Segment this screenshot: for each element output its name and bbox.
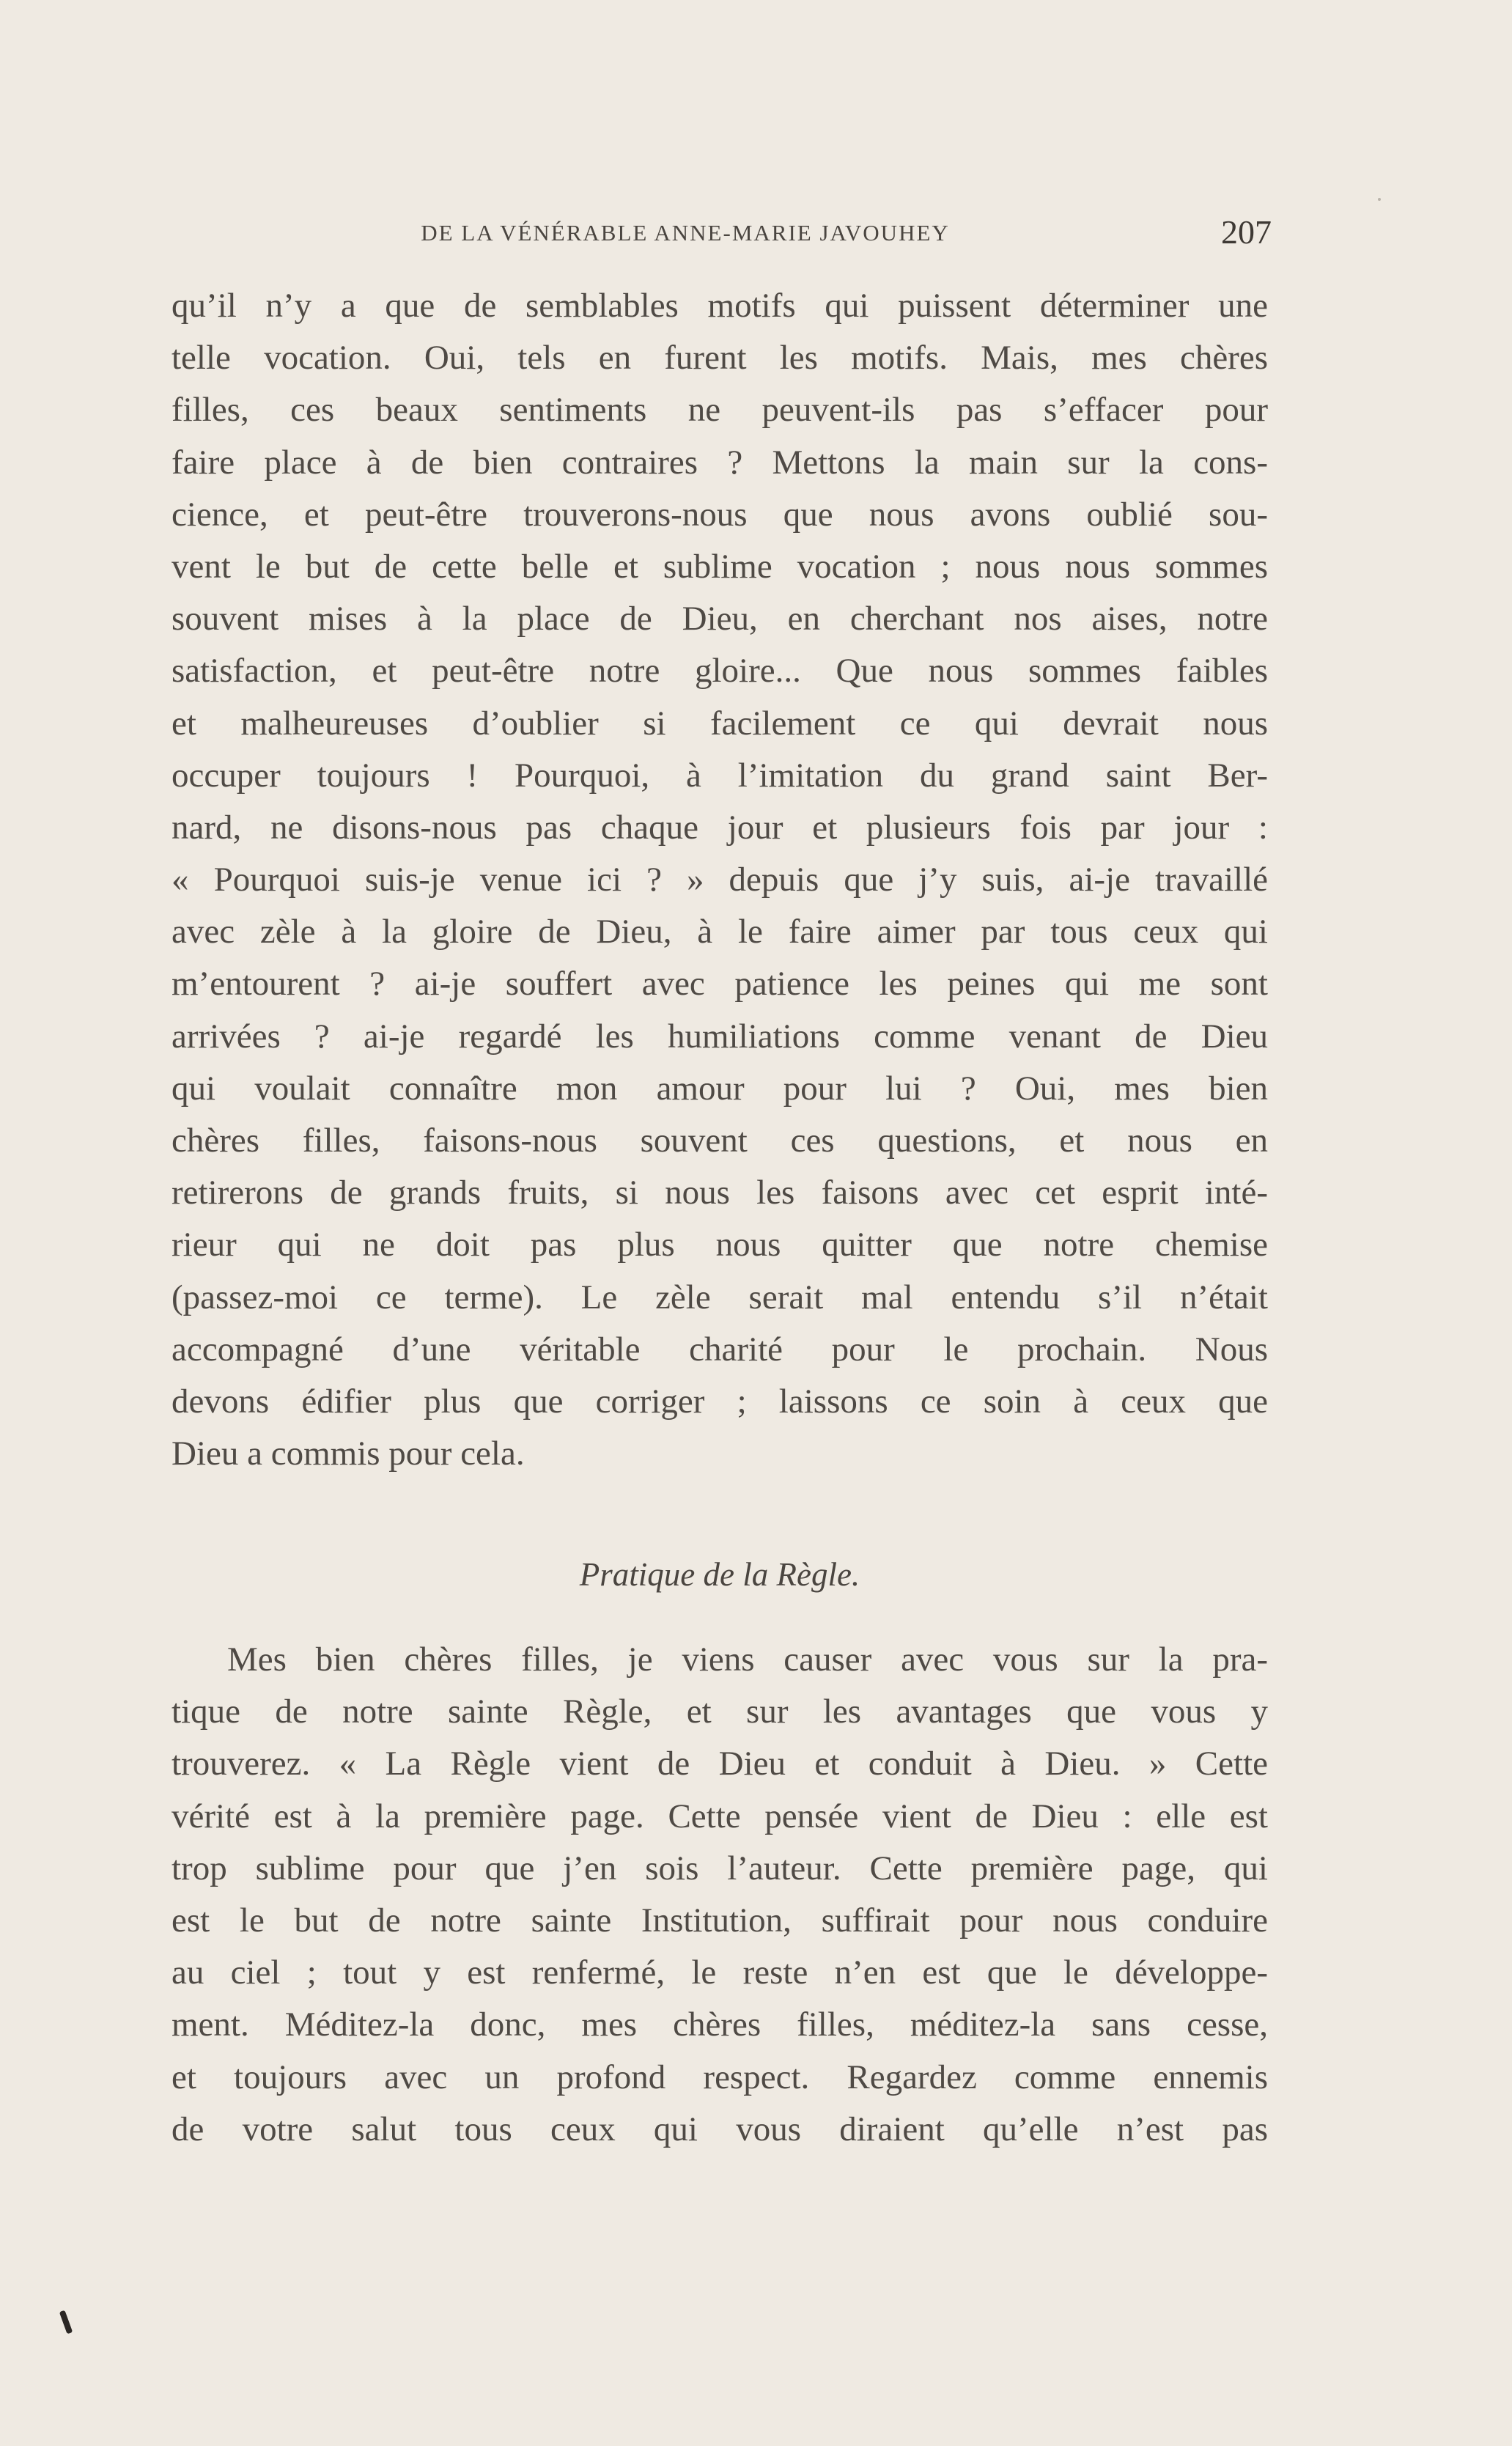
text-line: faire place à de bien contraires ? Mettons la main sur la cons-: [172, 443, 1268, 482]
body-text: [172, 280, 1268, 1480]
text-line: « Pourquoi suis-je venue ici ? » depuis que j’y suis, ai-je travaillé: [172, 861, 1268, 899]
text-line: accompagné d’une véritable charité pour le prochain. Nous: [172, 1330, 1268, 1368]
text-line: et malheureuses d’oublier si facilement ce qui devrait nous: [172, 704, 1268, 743]
text-line: vérité est à la première page. Cette pensée vient de Dieu : elle est: [172, 1797, 1268, 1835]
text-line: trop sublime pour que j’en sois l’auteur. Cette première page, qui: [172, 1849, 1268, 1887]
text-line-first: Mes bien chères filles, je viens causer avec vous sur la pra-: [227, 1640, 1268, 1679]
text-line: m’entourent ? ai-je souffert avec patience les peines qui me sont: [172, 965, 1268, 1003]
text-line: retirerons de grands fruits, si nous les faisons avec cet esprit inté-: [172, 1174, 1268, 1212]
text-line: arrivées ? ai-je regardé les humiliations comme venant de Dieu: [172, 1017, 1268, 1056]
running-head: [172, 213, 1272, 249]
section-text: [172, 1634, 1268, 2156]
text-line: trouverez. « La Règle vient de Dieu et conduit à Dieu. » Cette: [172, 1745, 1268, 1783]
text-line: satisfaction, et peut-être notre gloire... Que nous sommes faibles: [172, 652, 1268, 690]
text-line: tique de notre sainte Règle, et sur les avantages que vous y: [172, 1692, 1268, 1731]
text-line: devons édifier plus que corriger ; laissons ce soin à ceux que: [172, 1382, 1268, 1421]
text-line: occuper toujours ! Pourquoi, à l’imitation du grand saint Ber-: [172, 756, 1268, 795]
text-line: cience, et peut-être trouverons-nous que nous avons oublié sou-: [172, 495, 1268, 534]
text-line: ment. Méditez-la donc, mes chères filles, méditez-la sans cesse,: [172, 2005, 1268, 2044]
ink-speck: [59, 2310, 73, 2335]
text-line: rieur qui ne doit pas plus nous quitter que notre chemise: [172, 1226, 1268, 1264]
text-line: est le but de notre sainte Institution, suffirait pour nous conduire: [172, 1901, 1268, 1940]
page-number: 207: [1221, 213, 1272, 251]
text-line: telle vocation. Oui, tels en furent les motifs. Mais, mes chères: [172, 339, 1268, 377]
text-line: de votre salut tous ceux qui vous diraient qu’elle n’est pas: [172, 2110, 1268, 2148]
text-line: au ciel ; tout y est renfermé, le reste n’en est que le développe-: [172, 1953, 1268, 1992]
text-line: chères filles, faisons-nous souvent ces questions, et nous en: [172, 1121, 1268, 1160]
text-line: avec zèle à la gloire de Dieu, à le faire aimer par tous ceux qui: [172, 913, 1268, 951]
section-heading: Pratique de la Règle.: [579, 1556, 860, 1593]
text-line: souvent mises à la place de Dieu, en cherchant nos aises, notre: [172, 600, 1268, 638]
text-line-last: Dieu a commis pour cela.: [172, 1434, 525, 1473]
text-line: qui voulait connaître mon amour pour lui ? Oui, mes bien: [172, 1069, 1268, 1108]
text-line: (passez-moi ce terme). Le zèle serait mal entendu s’il n’était: [172, 1278, 1268, 1316]
text-line: nard, ne disons-nous pas chaque jour et plusieurs fois par jour :: [172, 808, 1268, 847]
text-line: filles, ces beaux sentiments ne peuvent-ils pas s’effacer pour: [172, 391, 1268, 430]
running-title: DE LA VÉNÉRABLE ANNE-MARIE JAVOUHEY: [421, 220, 950, 246]
paper-speck: [1378, 198, 1381, 201]
text-line: qu’il n’y a que de semblables motifs qui puissent déterminer une: [172, 287, 1268, 325]
text-line: vent le but de cette belle et sublime vocation ; nous nous sommes: [172, 547, 1268, 586]
text-line: et toujours avec un profond respect. Regardez comme ennemis: [172, 2058, 1268, 2096]
